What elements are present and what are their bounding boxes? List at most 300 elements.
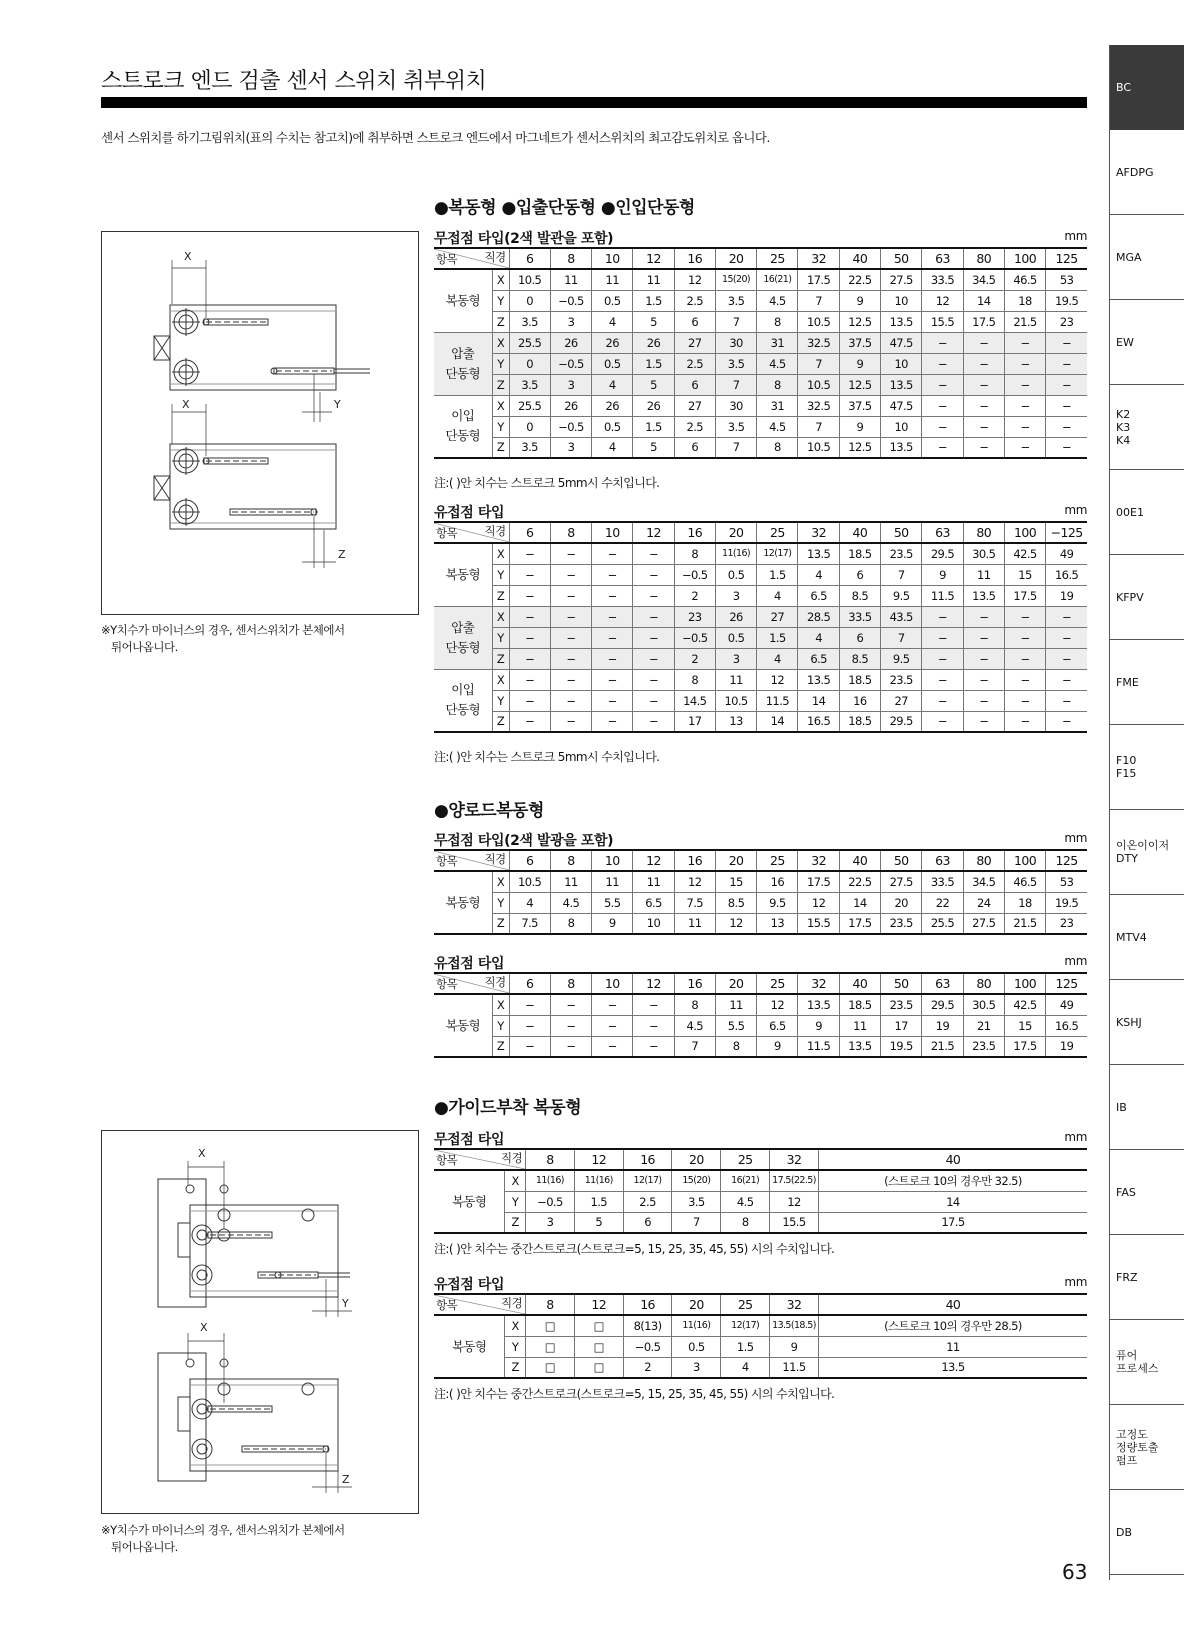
sidebar-tab-label: KFPV — [1116, 590, 1144, 604]
value-cell: − — [592, 606, 633, 627]
value-cell: − — [963, 416, 1004, 437]
sidebar-tab[interactable] — [1110, 1320, 1184, 1405]
page-number: 63 — [1062, 1560, 1088, 1584]
bore-cell: 16 — [623, 1294, 672, 1315]
value-cell: − — [592, 585, 633, 606]
value-cell: − — [1046, 627, 1087, 648]
value-cell: 23.5 — [881, 994, 922, 1015]
type-label-cell — [434, 871, 492, 934]
sidebar-tab[interactable] — [1110, 895, 1184, 980]
value-cell: 12.5 — [839, 437, 880, 458]
value-cell: 3 — [526, 1212, 575, 1233]
value-cell: 29.5 — [922, 994, 963, 1015]
bore-cell: 40 — [818, 1294, 1087, 1315]
value-cell: 21.5 — [922, 1036, 963, 1057]
value-cell: − — [1046, 711, 1087, 732]
value-cell: − — [550, 648, 591, 669]
value-cell: □ — [574, 1315, 623, 1336]
type-label-cell — [434, 395, 492, 458]
value-cell: 26 — [592, 332, 633, 353]
value-cell: 6 — [674, 311, 715, 332]
remark-line: 튀어나옵니다. — [111, 1540, 178, 1554]
bore-cell: 6 — [509, 522, 550, 543]
value-cell: − — [922, 627, 963, 648]
bore-cell: 32 — [798, 973, 839, 994]
bore-cell: 10 — [592, 522, 633, 543]
bore-cell: 63 — [922, 248, 963, 269]
value-cell: 12(17) — [721, 1315, 770, 1336]
value-cell: 17 — [881, 1015, 922, 1036]
sidebar-tab[interactable] — [1110, 640, 1184, 725]
value-cell: 1.5 — [757, 627, 798, 648]
type-label-cell — [434, 1315, 505, 1378]
value-cell: 4 — [592, 374, 633, 395]
value-cell: − — [1004, 606, 1045, 627]
value-cell: 19.5 — [881, 1036, 922, 1057]
value-cell: 12 — [922, 290, 963, 311]
value-cell: 53 — [1046, 269, 1087, 290]
bore-cell: 63 — [922, 973, 963, 994]
value-cell: − — [509, 627, 550, 648]
value-cell: 17.5 — [839, 913, 880, 934]
value-cell: 16.5 — [1046, 564, 1087, 585]
value-cell: 10.5 — [715, 690, 756, 711]
value-cell: − — [592, 648, 633, 669]
value-cell: 23.5 — [881, 669, 922, 690]
value-cell: 10.5 — [798, 437, 839, 458]
value-cell: 8 — [757, 311, 798, 332]
value-cell: − — [922, 648, 963, 669]
value-cell: − — [509, 669, 550, 690]
sidebar-tab[interactable] — [1110, 300, 1184, 385]
bore-cell: 125 — [1046, 248, 1087, 269]
value-cell: 1.5 — [633, 416, 674, 437]
table-title-text: 유접점 타입 — [434, 1277, 505, 1293]
value-cell: − — [633, 711, 674, 732]
value-cell: 31 — [757, 395, 798, 416]
table-row — [434, 606, 1087, 627]
value-cell: 1.5 — [633, 353, 674, 374]
table-sec3-reed — [434, 1293, 1087, 1379]
value-cell: 9.5 — [881, 585, 922, 606]
sidebar-tab[interactable] — [1110, 1405, 1184, 1490]
value-cell: − — [1004, 374, 1045, 395]
value-cell: 8(13) — [623, 1315, 672, 1336]
sidebar-tab-label: MGA — [1116, 250, 1142, 264]
bore-cell: 25 — [757, 522, 798, 543]
value-cell: 12.5 — [839, 311, 880, 332]
value-cell: 8 — [674, 543, 715, 564]
value-cell: 30 — [715, 332, 756, 353]
sidebar-tab-label: K2 K3 K4 — [1116, 407, 1131, 447]
value-cell: 19 — [922, 1015, 963, 1036]
value-cell: 15 — [1004, 564, 1045, 585]
axis-cell: Y — [492, 353, 509, 374]
table-note-2: 注:( )안 치수는 스트로크 5mm시 수치입니다. — [434, 750, 660, 764]
unit-label: mm — [1064, 1275, 1087, 1289]
value-cell: 27.5 — [881, 269, 922, 290]
table-title-text: 유접점 타입 — [434, 956, 505, 972]
bore-cell: 32 — [798, 850, 839, 871]
bore-cell: 32 — [770, 1149, 819, 1170]
value-cell: − — [1004, 353, 1045, 374]
bore-cell: 40 — [839, 973, 880, 994]
value-cell: 10 — [633, 913, 674, 934]
bore-cell: 32 — [798, 248, 839, 269]
axis-cell: Z — [492, 648, 509, 669]
value-cell: − — [1004, 690, 1045, 711]
value-cell: 19.5 — [1046, 290, 1087, 311]
value-cell: 6 — [839, 627, 880, 648]
value-cell: 13.5 — [798, 994, 839, 1015]
table-row — [434, 994, 1087, 1015]
value-cell: 12 — [757, 669, 798, 690]
value-cell: − — [963, 395, 1004, 416]
bore-cell: 20 — [715, 850, 756, 871]
sidebar-tab-label: BC — [1116, 80, 1132, 94]
sidebar-tab[interactable] — [1110, 980, 1184, 1065]
sidebar-tab[interactable] — [1110, 385, 1184, 470]
value-cell: − — [592, 543, 633, 564]
value-cell: 7.5 — [674, 892, 715, 913]
value-cell: − — [550, 627, 591, 648]
cylinder-diagram-1 — [101, 231, 419, 615]
bore-cell: 100 — [1004, 522, 1045, 543]
value-cell: − — [509, 1036, 550, 1057]
axis-cell: X — [492, 994, 509, 1015]
value-cell: 11 — [550, 871, 591, 892]
value-cell: − — [1004, 332, 1045, 353]
value-cell: 13.5 — [881, 374, 922, 395]
value-cell: 7 — [798, 353, 839, 374]
value-cell: 0.5 — [715, 627, 756, 648]
axis-cell: Y — [505, 1191, 526, 1212]
value-cell: 2 — [623, 1357, 672, 1378]
axis-cell: X — [505, 1315, 526, 1336]
table-row — [434, 690, 1087, 711]
unit-label: mm — [1064, 1130, 1087, 1144]
value-cell: 11.5 — [922, 585, 963, 606]
value-cell: 1.5 — [757, 564, 798, 585]
type-label: 압출 — [451, 619, 475, 635]
value-cell: 12(17) — [757, 543, 798, 564]
value-cell: 4 — [757, 648, 798, 669]
value-cell: 29.5 — [922, 543, 963, 564]
sidebar-tab[interactable] — [1110, 130, 1184, 215]
value-cell: 33.5 — [922, 871, 963, 892]
value-cell: 17.5 — [1004, 1036, 1045, 1057]
remark-line: 튀어나옵니다. — [111, 640, 178, 654]
value-cell: 9 — [839, 290, 880, 311]
value-cell: − — [509, 564, 550, 585]
value-cell: 2.5 — [623, 1191, 672, 1212]
value-cell: −0.5 — [674, 627, 715, 648]
value-cell: 8 — [757, 374, 798, 395]
table-row — [434, 1036, 1087, 1057]
value-cell: − — [592, 627, 633, 648]
value-cell: 9 — [798, 1015, 839, 1036]
table-row — [434, 332, 1087, 353]
value-cell: − — [1004, 627, 1045, 648]
value-cell: − — [1046, 416, 1087, 437]
value-cell: 31 — [757, 332, 798, 353]
sidebar-tab[interactable] — [1110, 45, 1184, 130]
value-cell: 10.5 — [798, 374, 839, 395]
value-cell: 15.5 — [922, 311, 963, 332]
value-cell: 13.5 — [818, 1357, 1087, 1378]
value-cell: − — [633, 543, 674, 564]
value-cell: 4 — [798, 627, 839, 648]
value-cell: 30 — [715, 395, 756, 416]
sidebar-tab[interactable] — [1110, 1065, 1184, 1150]
axis-cell: X — [505, 1170, 526, 1191]
value-cell: 11 — [550, 269, 591, 290]
value-cell: 11 — [674, 913, 715, 934]
value-cell: 53 — [1046, 871, 1087, 892]
item-header: 항목 — [436, 1153, 458, 1167]
value-cell: 3 — [715, 585, 756, 606]
value-cell: 27.5 — [963, 913, 1004, 934]
table-row — [434, 669, 1087, 690]
type-label-cell — [434, 606, 492, 669]
header-row — [434, 973, 1087, 994]
value-cell: 3.5 — [715, 353, 756, 374]
value-cell: 4.5 — [550, 892, 591, 913]
value-cell: − — [1004, 711, 1045, 732]
value-cell: − — [592, 1015, 633, 1036]
axis-cell: Z — [492, 311, 509, 332]
value-cell: − — [550, 564, 591, 585]
table-sec2-reed — [434, 972, 1087, 1058]
sidebar-tab-label: FRZ — [1116, 1270, 1138, 1284]
table-row — [434, 437, 1087, 458]
type-label: 복동형 — [445, 1017, 480, 1033]
bore-cell: 16 — [674, 522, 715, 543]
value-cell: 12 — [757, 994, 798, 1015]
value-cell: − — [509, 648, 550, 669]
type-label-cell — [434, 543, 492, 606]
value-cell: 15.5 — [770, 1212, 819, 1233]
bore-cell: 63 — [922, 522, 963, 543]
header-row — [434, 1149, 1087, 1170]
value-cell: − — [509, 1015, 550, 1036]
value-cell: 21 — [963, 1015, 1004, 1036]
value-cell: 0 — [509, 416, 550, 437]
value-cell: 4 — [798, 564, 839, 585]
sidebar-tab-label: 고정도 정량토출 펌프 — [1116, 1427, 1159, 1467]
bore-cell: 16 — [674, 973, 715, 994]
bore-header: 직경 — [484, 975, 506, 989]
axis-cell: X — [492, 543, 509, 564]
value-cell: 26 — [592, 395, 633, 416]
value-cell: − — [963, 437, 1004, 458]
value-cell: 5 — [633, 437, 674, 458]
section-title-1: ●복동형 ●입출단동형 ●인입단동형 — [434, 198, 695, 218]
value-cell: 0.5 — [592, 353, 633, 374]
value-cell: 3.5 — [672, 1191, 721, 1212]
axis-cell: X — [492, 395, 509, 416]
svg-text:X: X — [198, 1147, 206, 1160]
value-cell: 19.5 — [1046, 892, 1087, 913]
value-cell: 28.5 — [798, 606, 839, 627]
table-title-sec3-reed — [434, 1274, 1087, 1294]
category-sidebar — [1109, 45, 1184, 1580]
value-cell: − — [509, 711, 550, 732]
value-cell: 0.5 — [592, 290, 633, 311]
value-cell: − — [1046, 332, 1087, 353]
value-cell: 13.5 — [839, 1036, 880, 1057]
value-cell: 10.5 — [509, 269, 550, 290]
axis-cell: X — [492, 871, 509, 892]
bore-cell: 25 — [757, 973, 798, 994]
bore-cell: 12 — [633, 248, 674, 269]
value-cell: □ — [574, 1357, 623, 1378]
value-cell: −0.5 — [550, 353, 591, 374]
type-label: 단동형 — [445, 428, 480, 444]
sidebar-tab[interactable] — [1110, 470, 1184, 555]
value-cell: − — [963, 669, 1004, 690]
type-label-cell — [434, 332, 492, 395]
item-bore-header — [434, 1149, 526, 1170]
axis-cell: Y — [492, 564, 509, 585]
bore-cell: 50 — [881, 522, 922, 543]
value-cell: □ — [526, 1315, 575, 1336]
value-cell: 17 — [674, 711, 715, 732]
value-cell: − — [1046, 437, 1087, 458]
bore-cell: 100 — [1004, 973, 1045, 994]
sidebar-tab-label: KSHJ — [1116, 1015, 1142, 1029]
value-cell: 7 — [715, 374, 756, 395]
intro-text: 센서 스위치를 하기그림위치(표의 수치는 참고치)에 취부하면 스트로크 엔드에서 마그네트가 센서스위치의 최고감도위치로 옵니다. — [101, 130, 770, 145]
bore-cell: 40 — [839, 522, 880, 543]
unit-label: mm — [1064, 229, 1087, 243]
value-cell: 5 — [574, 1212, 623, 1233]
sidebar-tab[interactable] — [1110, 215, 1184, 300]
table-sec2-solid-state — [434, 849, 1087, 935]
value-cell: 42.5 — [1004, 994, 1045, 1015]
svg-text:Z: Z — [338, 548, 346, 561]
value-cell: 11(16) — [526, 1170, 575, 1191]
value-cell: 18 — [1004, 290, 1045, 311]
sidebar-tab[interactable] — [1110, 555, 1184, 640]
value-cell: 2 — [674, 648, 715, 669]
value-cell: 3.5 — [715, 290, 756, 311]
table-sec1-reed — [434, 521, 1087, 733]
table-row — [434, 1170, 1087, 1191]
value-cell: 11 — [715, 669, 756, 690]
value-cell: 8 — [674, 994, 715, 1015]
value-cell: 16(21) — [721, 1170, 770, 1191]
table-row — [434, 416, 1087, 437]
value-cell: 27 — [674, 395, 715, 416]
value-cell: 14 — [798, 690, 839, 711]
sidebar-tab[interactable] — [1110, 1150, 1184, 1235]
value-cell: 19 — [1046, 585, 1087, 606]
header-row — [434, 248, 1087, 269]
table-row — [434, 1212, 1087, 1233]
value-cell: − — [509, 585, 550, 606]
value-cell: 13.5 — [881, 311, 922, 332]
table-row — [434, 543, 1087, 564]
value-cell: 20 — [881, 892, 922, 913]
value-cell: 43.5 — [881, 606, 922, 627]
value-cell: 46.5 — [1004, 871, 1045, 892]
axis-cell: Z — [505, 1357, 526, 1378]
value-cell: 10.5 — [798, 311, 839, 332]
value-cell: − — [963, 711, 1004, 732]
value-cell: −0.5 — [550, 416, 591, 437]
value-cell: 25.5 — [922, 913, 963, 934]
sidebar-tab[interactable] — [1110, 1490, 1184, 1575]
value-cell: 11.5 — [770, 1357, 819, 1378]
axis-cell: Z — [492, 913, 509, 934]
value-cell: 49 — [1046, 994, 1087, 1015]
value-cell: − — [922, 374, 963, 395]
value-cell: − — [922, 332, 963, 353]
value-cell: 19 — [1046, 1036, 1087, 1057]
value-cell: 11(16) — [574, 1170, 623, 1191]
value-cell: 2.5 — [674, 353, 715, 374]
value-cell: 13.5 — [963, 585, 1004, 606]
value-cell: 9 — [770, 1336, 819, 1357]
value-cell: 7 — [881, 564, 922, 585]
bore-cell: 40 — [839, 248, 880, 269]
value-cell: 47.5 — [881, 332, 922, 353]
value-cell: 15 — [1004, 1015, 1045, 1036]
value-cell: 13 — [757, 913, 798, 934]
bore-cell: 25 — [757, 248, 798, 269]
value-cell: 16(21) — [757, 269, 798, 290]
value-cell: − — [550, 585, 591, 606]
sidebar-tab[interactable] — [1110, 810, 1184, 895]
value-cell: 9.5 — [757, 892, 798, 913]
value-cell: − — [592, 1036, 633, 1057]
item-bore-header — [434, 248, 509, 269]
sidebar-tab[interactable] — [1110, 725, 1184, 810]
value-cell: − — [592, 994, 633, 1015]
value-cell: 4.5 — [674, 1015, 715, 1036]
value-cell: 4 — [509, 892, 550, 913]
value-cell: □ — [574, 1336, 623, 1357]
sidebar-tab-label: 퓨어 프로세스 — [1116, 1349, 1159, 1375]
table-title-sec3-solid-state — [434, 1129, 1087, 1149]
axis-cell: Y — [492, 1015, 509, 1036]
value-cell: 7 — [798, 290, 839, 311]
svg-text:X: X — [182, 398, 190, 411]
value-cell: 16.5 — [1046, 1015, 1087, 1036]
type-label: 복동형 — [445, 566, 480, 582]
value-cell: − — [1004, 669, 1045, 690]
axis-cell: X — [492, 269, 509, 290]
value-cell: 8 — [550, 913, 591, 934]
value-cell: 21.5 — [1004, 311, 1045, 332]
table-title-sec1-reed — [434, 502, 1087, 522]
value-cell: 7 — [715, 437, 756, 458]
item-header: 항목 — [436, 526, 458, 540]
type-label: 단동형 — [445, 702, 480, 718]
value-cell: 26 — [633, 395, 674, 416]
value-cell: −0.5 — [550, 290, 591, 311]
value-cell: 4.5 — [757, 353, 798, 374]
value-cell: 30.5 — [963, 994, 1004, 1015]
value-cell: 47.5 — [881, 395, 922, 416]
value-cell: − — [1046, 374, 1087, 395]
value-cell: − — [922, 669, 963, 690]
value-cell: − — [963, 332, 1004, 353]
value-cell: − — [509, 994, 550, 1015]
sidebar-tab[interactable] — [1110, 1235, 1184, 1320]
value-cell: 15(20) — [672, 1170, 721, 1191]
